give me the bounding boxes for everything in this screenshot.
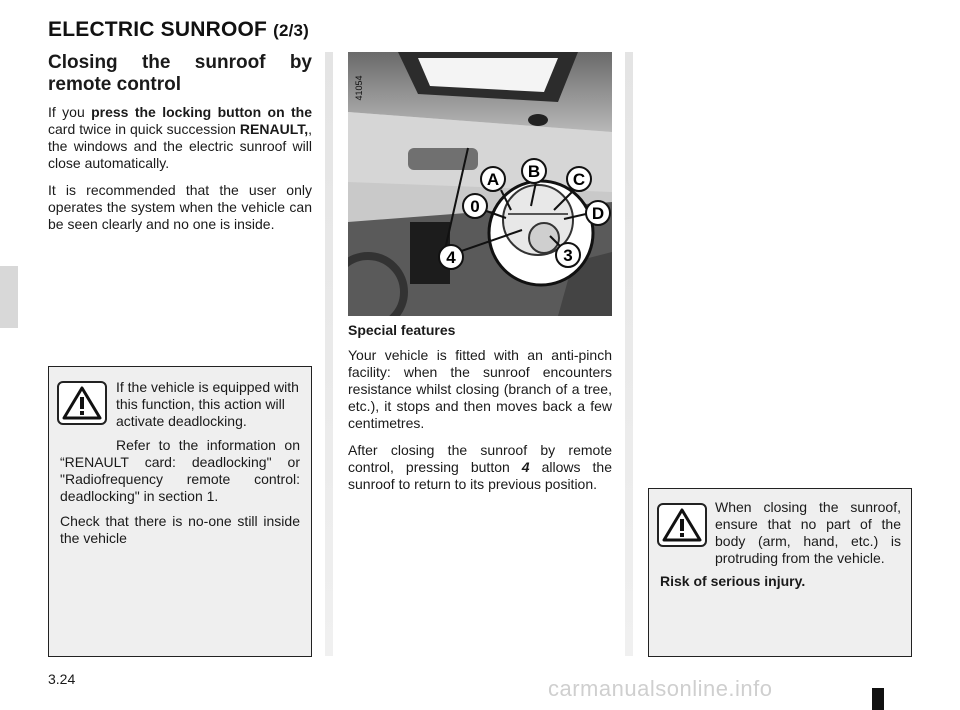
title-text: ELECTRIC SUNROOF (48, 18, 268, 41)
left-column (48, 52, 312, 243)
p1-bold-a: press the locking button on the (91, 104, 312, 120)
warning-left-p2: Refer to the information on “RENAULT card: deadlocking" or "Radiofrequency remote control: deadlocking" in section 1. (60, 437, 300, 504)
warning-triangle-icon (57, 381, 107, 425)
label-a: A (486, 170, 500, 189)
page-number: 3.24 (48, 671, 76, 687)
section-heading: Closing the sunroof by remote control (48, 52, 312, 95)
warning-box-deadlocking (48, 366, 312, 657)
page-title (48, 18, 309, 42)
warning-triangle-icon (657, 503, 707, 547)
p1-bold-b: RENAULT, (239, 121, 309, 137)
title-part: (2/3) (273, 21, 310, 40)
special-features-heading: Special features (348, 322, 456, 338)
warning-left-p1: If the vehicle is equipped with this function, this action will activate deadlocking. (116, 379, 299, 429)
paragraph-recommendation: It is recommended that the user only operates the system when the vehicle can be seen clearly and no one is inside. (48, 182, 312, 232)
button-number: 4 (521, 459, 530, 475)
p1-text-c: , the windows and the electric sunroof will close automatically. (48, 121, 312, 171)
paragraph-anti-pinch: Your vehicle is fitted with an anti-pinch facility: when the sunroof encounters resistance whilst closing (branch of a tree, etc.), it stops and then moves back a few centimetres. (348, 347, 612, 431)
p1-text-b: card twice in quick succession (48, 121, 240, 137)
section-tab (0, 266, 18, 328)
label-b: B (527, 162, 541, 181)
middle-column (348, 322, 612, 503)
column-divider-left (325, 52, 333, 656)
label-zero: 0 (470, 197, 480, 216)
watermark: carmanualsonline.info (548, 676, 773, 701)
label-d: D (591, 204, 605, 223)
warning-box-injury (648, 488, 912, 657)
label-three: 3 (563, 246, 573, 265)
p1-text-a: If you (48, 104, 92, 120)
paragraph-remote-close (48, 104, 312, 172)
label-four: 4 (446, 248, 456, 267)
p2-text-a: After closing the sunroof by remote control, pressing button (348, 442, 612, 475)
label-c: C (572, 170, 586, 189)
figure-reference-number: 41054 (354, 75, 364, 101)
footer-marker (872, 688, 884, 710)
warning-right-p2: Risk of serious injury. (660, 573, 806, 589)
sunroof-control-photo (348, 52, 612, 316)
column-divider-right (625, 52, 633, 656)
p2-text-b: allows the sunroof to return to its previous position. (348, 459, 612, 492)
paragraph-button-4 (348, 442, 612, 493)
warning-left-p3: Check that there is no-one still inside the vehicle (60, 513, 300, 546)
warning-right-p1: When closing the sunroof, ensure that no part of the body (arm, hand, etc.) is protruding from the vehicle. (715, 499, 901, 566)
